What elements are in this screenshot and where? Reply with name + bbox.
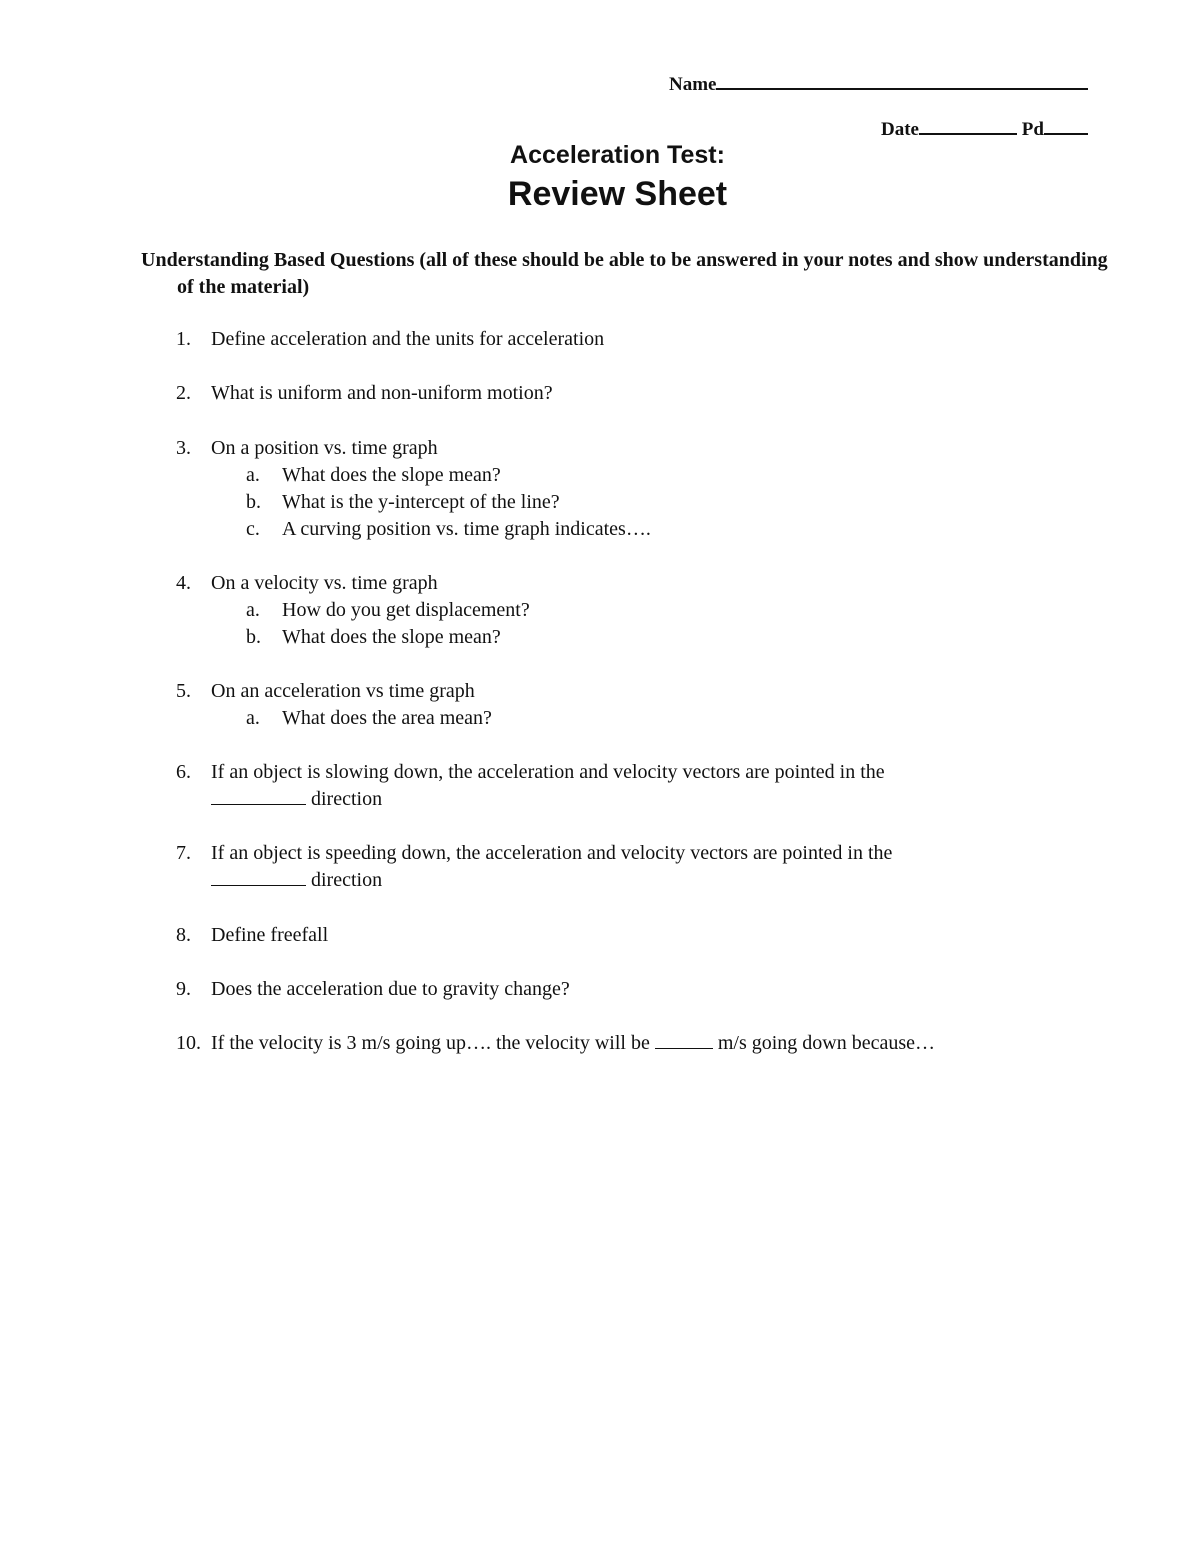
question-item xyxy=(176,840,1076,894)
sub-question-text: What does the area mean? xyxy=(282,707,492,729)
question-item xyxy=(176,922,1076,949)
question-number: 6. xyxy=(176,761,191,783)
question-number: 4. xyxy=(176,572,191,594)
sub-question-text: What is the y-intercept of the line? xyxy=(282,491,560,513)
date-blank[interactable] xyxy=(919,115,1017,135)
sub-question-letter: c. xyxy=(246,518,260,540)
question-text-after: direction xyxy=(311,869,383,891)
sub-question-letter: b. xyxy=(246,491,261,513)
name-blank[interactable] xyxy=(716,70,1088,90)
question-text xyxy=(211,1030,1136,1057)
sub-question-text: How do you get displacement? xyxy=(282,599,530,621)
sub-question xyxy=(246,624,1076,651)
sub-question xyxy=(246,705,1076,732)
sub-question-letter: a. xyxy=(246,707,260,729)
date-period-field xyxy=(881,115,1088,141)
question-text: On a velocity vs. time graph xyxy=(211,572,438,594)
question-text xyxy=(211,759,1076,813)
question-text-before: If an object is slowing down, the acceleration and velocity vectors are pointed in the xyxy=(211,761,885,783)
question-number: 7. xyxy=(176,842,191,864)
question-number: 3. xyxy=(176,437,191,459)
name-field xyxy=(669,70,1088,96)
sub-question-text: What does the slope mean? xyxy=(282,626,501,648)
sub-question xyxy=(246,489,1076,516)
question-text-before: If the velocity is 3 m/s going up…. the velocity will be xyxy=(211,1032,650,1054)
question-number: 5. xyxy=(176,680,191,702)
question-text-before: If an object is speeding down, the acceleration and velocity vectors are pointed in the xyxy=(211,842,893,864)
answer-blank[interactable] xyxy=(211,786,306,805)
question-text: Define freefall xyxy=(211,924,329,946)
answer-blank[interactable] xyxy=(655,1030,713,1049)
question-text: On an acceleration vs time graph xyxy=(211,680,475,702)
pd-blank[interactable] xyxy=(1044,115,1088,135)
question-text: On a position vs. time graph xyxy=(211,437,438,459)
question-number: 1. xyxy=(176,328,191,350)
question-number: 8. xyxy=(176,924,191,946)
question-item xyxy=(176,976,1076,1003)
sub-question xyxy=(246,516,1076,543)
sub-question xyxy=(246,462,1076,489)
question-item xyxy=(176,380,1076,407)
question-number: 10. xyxy=(176,1032,201,1054)
sub-question-letter: a. xyxy=(246,464,260,486)
question-number: 2. xyxy=(176,382,191,404)
sub-question xyxy=(246,597,1076,624)
question-text-after: direction xyxy=(311,788,383,810)
question-item xyxy=(176,1030,1136,1057)
section-heading: Understanding Based Questions (all of these should be able to be answered in your notes and show understanding of the material) xyxy=(141,249,1108,298)
page-subtitle: Review Sheet xyxy=(507,175,728,213)
sub-question-text: A curving position vs. time graph indicates…. xyxy=(282,518,651,540)
question-number: 9. xyxy=(176,978,191,1000)
question-item xyxy=(176,570,1076,651)
answer-blank[interactable] xyxy=(211,867,306,886)
sub-question-letter: a. xyxy=(246,599,260,621)
question-text: What is uniform and non-uniform motion? xyxy=(211,382,553,404)
date-label: Date xyxy=(881,119,919,140)
question-item xyxy=(176,435,1076,543)
question-text xyxy=(211,840,1076,894)
page-title: Acceleration Test: xyxy=(510,141,725,169)
sub-question-text: What does the slope mean? xyxy=(282,464,501,486)
question-text: Does the acceleration due to gravity change? xyxy=(211,978,570,1000)
sub-question-letter: b. xyxy=(246,626,261,648)
question-item xyxy=(176,326,1076,353)
pd-label: Pd xyxy=(1021,119,1044,140)
question-item xyxy=(176,678,1076,732)
question-text: Define acceleration and the units for acceleration xyxy=(211,328,605,350)
question-text-after: m/s going down because… xyxy=(717,1032,936,1054)
question-item xyxy=(176,759,1076,813)
name-label: Name xyxy=(669,74,717,95)
